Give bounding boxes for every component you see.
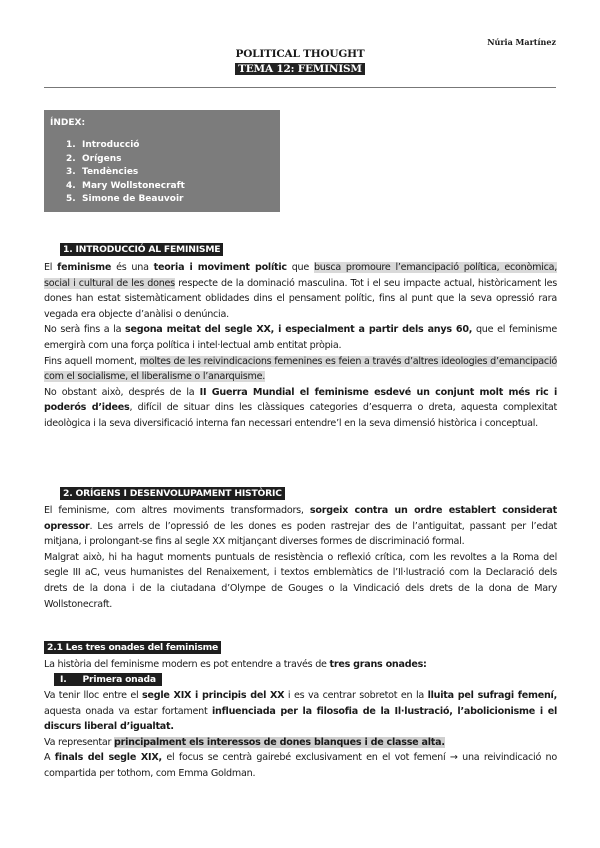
document-title: POLITICAL THOUGHT [235, 48, 365, 60]
index-item-number: 2. [66, 153, 76, 164]
section-2-heading-text: 2. ORÍGENS I DESENVOLUPAMENT HISTÒRIC [60, 487, 285, 500]
header-divider [44, 87, 556, 88]
subsection-label: Primera onada [80, 673, 159, 686]
index-item[interactable] [66, 166, 185, 180]
index-item-number: 1. [66, 140, 76, 150]
paragraph: Malgrat això, hi ha hagut moments puntuals de resistència o reflexió crítica, com les revoltes a la Roma del segle III aC, veus humanistes del Renaixement, i textos emblemàtics de l’Il·lustració com la Declaració dels drets de la dona i de la ciutadana d’Olympe de Gouges o la Vindicació dels drets de la dona de Mary Wollstonecraft. [44, 551, 557, 610]
paragraph: Va representar principalment els interessos de dones blanques i de classe alta. [44, 736, 445, 748]
subtitle-text: TEMA 12: FEMINISM [235, 63, 365, 75]
index-item-number: 4. [66, 180, 76, 191]
section-2-heading [60, 488, 285, 499]
section-2-1-body [44, 688, 557, 782]
index-list [66, 139, 185, 207]
paragraph: El feminisme, com altres moviments transformadors, sorgeix contra un ordre establert considerat opressor. Les arrels de l’opressió de les dones es poden rastrejar des de l’antiguitat, passant per l’edat mitjana, i prolongant-se fins al segle XX mitjançant diverses formes de discriminació formal. [44, 505, 557, 548]
index-item-number: 5. [66, 194, 76, 204]
section-2-1-heading [44, 642, 221, 653]
index-item-number: 3. [66, 167, 76, 177]
author-name: Núria Martínez [487, 37, 556, 47]
index-item-label: Orígens [82, 153, 122, 164]
document-subtitle [0, 63, 600, 75]
index-item-label: Tendències [82, 167, 139, 177]
section-2-1-heading-text: 2.1 Les tres onades del feminisme [44, 641, 221, 654]
subsection-number: I. [57, 673, 70, 686]
section-1-heading [60, 244, 223, 255]
paragraph: No serà fins a la segona meitat del segle XX, i especialment a partir dels anys 60, que el feminisme emergirà com una força política i intel·lectual amb entitat pròpia. [44, 324, 557, 351]
index-box [44, 110, 280, 212]
section-1-body [44, 260, 557, 432]
paragraph: El feminisme és una teoria i moviment polític que busca promoure l’emancipació política, econòmica, social i cultural de les dones respecte de la dominació masculina. Tot i el seu impacte actual, històricament les dones han estat sistemàticament oblidades dins el pensament polític, fins al punt que la seva opressió rara vegada era objecte d’anàlisi o denúncia. [44, 262, 558, 320]
section-1-heading-text: 1. INTRODUCCIÓ AL FEMINISME [60, 243, 223, 256]
index-item[interactable] [66, 180, 185, 194]
paragraph: No obstant això, després de la II Guerra Mundial el feminisme esdevé un conjunt molt més ric i poderós d’idees, difícil de situar dins les clàssiques categories d’esquerra o dreta, aquesta complexitat ideològica i la seva diversificació interna fan necessari entendre’l en la seva dimensió històrica i conceptual. [44, 386, 557, 429]
section-2-body [44, 503, 557, 612]
index-item-label: Mary Wollstonecraft [82, 180, 185, 191]
index-item[interactable] [66, 153, 185, 167]
paragraph: Fins aquell moment, moltes de les reivindicacions femenines es feien a través d’altres ideologies d’emancipació com el socialisme, el liberalisme o l’anarquisme. [44, 355, 557, 383]
section-2-1-intro: La història del feminisme modern es pot entendre a través de tres grans onades: [44, 659, 427, 670]
paragraph: Va tenir lloc entre el segle XIX i principis del XX i es va centrar sobretot en la lluita pel sufragi femení, aquesta onada va estar fortament influenciada per la filosofia de la Il·lustració, l’abolicionisme i el discurs liberal d’igualtat. [44, 690, 557, 733]
subsection-first-wave [54, 673, 162, 686]
index-heading: ÍNDEX: [50, 118, 86, 128]
index-item-label: Introducció [82, 140, 140, 150]
paragraph: A finals del segle XIX, el focus se centrà gairebé exclusivament en el vot femení → una reivindicació no compartida per tothom, com Emma Goldman. [44, 752, 557, 779]
index-item[interactable] [66, 139, 185, 153]
index-item-label: Simone de Beauvoir [82, 194, 184, 204]
index-item[interactable] [66, 193, 185, 207]
